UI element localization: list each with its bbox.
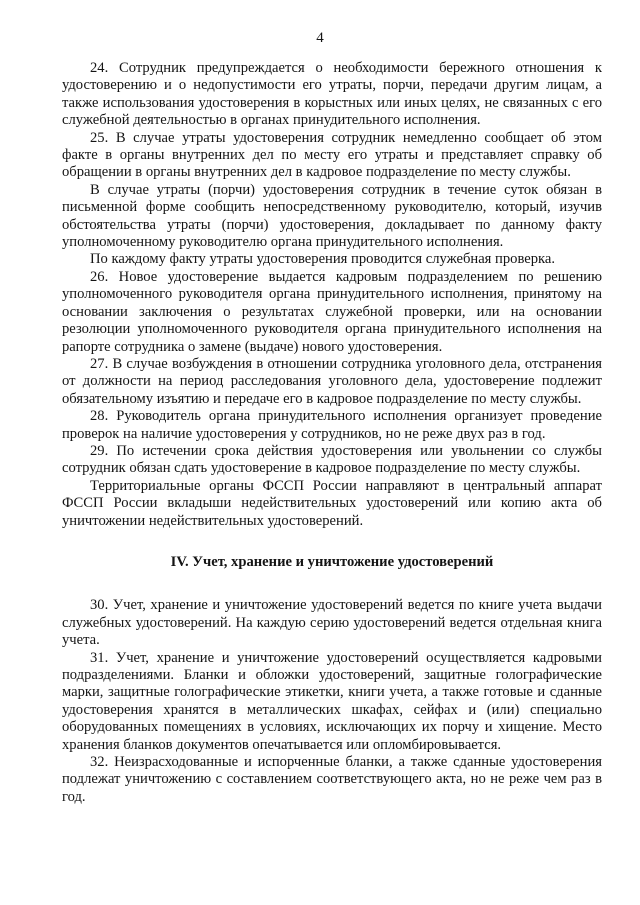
- paragraph-25-loss-report: В случае утраты (порчи) удостоверения сотрудник в течение суток обязан в письменной форме сообщить непосредственному руководителю, который, изучив обстоятельства утраты (порчи) удостоверения, докладывает по данному факту уполномоченному руководителю органа принудительного исполнения.: [62, 181, 602, 251]
- section-heading: IV. Учет, хранение и уничтожение удостоверений: [170, 553, 494, 570]
- paragraph-27: 27. В случае возбуждения в отношении сотрудника уголовного дела, отстранения от должности на период расследования уголовного дела, удостоверение подлежит обязательному изъятию и передаче его в кадровое подразделение по месту службы.: [62, 355, 602, 407]
- paragraph-29: 29. По истечении срока действия удостоверения или увольнении со службы сотрудник обязан сдать удостоверение в кадровое подразделение по месту службы.: [62, 442, 602, 477]
- paragraph-31: 31. Учет, хранение и уничтожение удостоверений осуществляется кадровыми подразделениями. Бланки и обложки удостоверений, защитные голографические марки, защитные голографические этикетки, книги учета, а также готовые и сданные удостоверения хранятся в металлических шкафах, сейфах и (или) специально оборудованных помещениях в условиях, исключающих их порчу и хищение. Место хранения бланков документов опечатывается или опломбировывается.: [62, 649, 602, 753]
- paragraph-30: 30. Учет, хранение и уничтожение удостоверений ведется по книге учета выдачи служебных удостоверений. На каждую серию удостоверений ведется отдельная книга учета.: [62, 597, 602, 649]
- page-number: 4: [316, 30, 324, 46]
- paragraph-25-inspection: По каждому факту утраты удостоверения проводится служебная проверка.: [90, 251, 556, 268]
- document-body: [62, 60, 602, 806]
- paragraph-29-territorial: Территориальные органы ФССП России направляют в центральный аппарат ФССП России вкладыши недействительных удостоверений или копию акта об уничтожении недействительных удостоверений.: [62, 477, 602, 529]
- paragraph-32: 32. Неизрасходованные и испорченные бланки, а также сданные удостоверения подлежат уничтожению с составлением соответствующего акта, но не реже чем раз в год.: [62, 754, 602, 805]
- paragraph-24: 24. Сотрудник предупреждается о необходимости бережного отношения к удостоверению и о недопустимости его утраты, порчи, передачи другим лицам, а также использования удостоверения в корыстных или иных целях, не связанных с его служебной деятельностью в органах принудительного исполнения.: [62, 60, 602, 129]
- paragraph-25: 25. В случае утраты удостоверения сотрудник немедленно сообщает об этом факте в органы внутренних дел по месту его утраты и представляет справку об обращении в органы внутренних дел в кадровое подразделение по месту службы.: [62, 129, 602, 181]
- paragraph-28: 28. Руководитель органа принудительного исполнения организует проведение проверок на наличие удостоверения у сотрудников, но не реже двух раз в год.: [62, 408, 602, 442]
- paragraph-26: 26. Новое удостоверение выдается кадровым подразделением по решению уполномоченного руководителя органа принудительного исполнения, принятому на основании заключения о результатах служебной проверки, или на основании резолюции уполномоченного руководителя органа принудительного исполнения на рапорте сотрудника о замене (выдаче) нового удостоверения.: [62, 268, 602, 355]
